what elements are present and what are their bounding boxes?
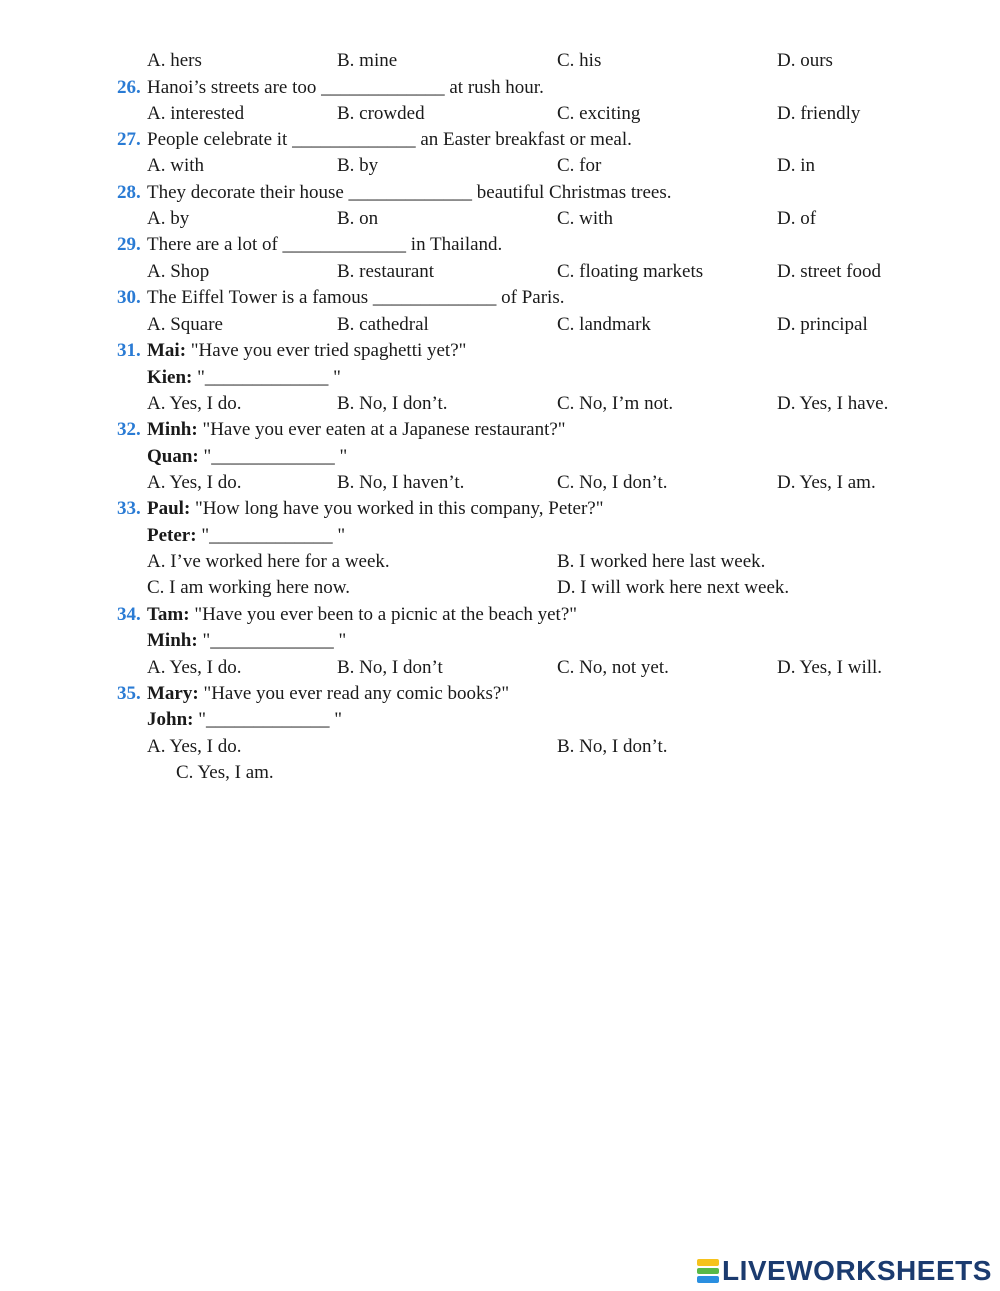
- dialogue-line-2: [147, 367, 341, 389]
- option-b[interactable]: B. mine: [337, 50, 398, 71]
- speaker-name: John:: [147, 709, 194, 730]
- speaker-name: Minh:: [147, 419, 198, 440]
- dialogue-text: "How long have you worked in this company, Peter?": [190, 498, 604, 519]
- option-c[interactable]: C. for: [557, 155, 602, 176]
- answer-blank[interactable]: "_____________ ": [192, 367, 341, 388]
- dialogue-line-2: [147, 630, 346, 652]
- option-d[interactable]: D. Yes, I will.: [777, 657, 883, 678]
- speaker-name: Paul:: [147, 498, 191, 519]
- dialogue-line-2: [147, 709, 342, 731]
- dialogue-line-1: [147, 683, 509, 705]
- speaker-name: Kien:: [147, 367, 193, 388]
- option-c[interactable]: C. No, I don’t.: [557, 472, 668, 493]
- dialogue-text: "Have you ever been to a picnic at the beach yet?": [189, 604, 578, 625]
- option-d[interactable]: D. friendly: [777, 103, 861, 124]
- option-b[interactable]: B. crowded: [337, 103, 425, 124]
- option-b[interactable]: B. by: [337, 155, 379, 176]
- dialogue-text: "Have you ever tried spaghetti yet?": [186, 340, 467, 361]
- option-d[interactable]: D. principal: [777, 314, 868, 335]
- option-b[interactable]: B. on: [337, 208, 379, 229]
- option-c[interactable]: C. with: [557, 208, 613, 229]
- speaker-name: Quan:: [147, 446, 199, 467]
- answer-blank[interactable]: "_____________ ": [196, 525, 346, 546]
- speaker-name: Minh:: [147, 630, 198, 651]
- option-d[interactable]: D. ours: [777, 50, 833, 71]
- logo-worksheets: WORKSHEETS: [786, 1255, 992, 1286]
- option-c[interactable]: C. landmark: [557, 314, 651, 335]
- option-c[interactable]: C. floating markets: [557, 261, 704, 282]
- option-b[interactable]: B. No, I don’t.: [557, 736, 668, 757]
- option-a[interactable]: A. by: [147, 208, 190, 229]
- question-stem: Hanoi’s streets are too _____________ at rush hour.: [147, 77, 544, 98]
- logo-bar: [697, 1268, 719, 1275]
- question-stem: There are a lot of _____________ in Thailand.: [147, 234, 503, 255]
- dialogue-line-1: [147, 498, 603, 520]
- dialogue-line-2: [147, 446, 347, 468]
- option-a[interactable]: A. I’ve worked here for a week.: [147, 551, 390, 572]
- option-a[interactable]: A. Yes, I do.: [147, 657, 242, 678]
- option-a[interactable]: A. interested: [147, 103, 245, 124]
- speaker-name: Mai:: [147, 340, 187, 361]
- option-a[interactable]: A. with: [147, 155, 204, 176]
- dialogue-line-1: [147, 419, 566, 441]
- logo-mark-icon: [697, 1258, 719, 1284]
- logo-bar: [697, 1276, 719, 1283]
- speaker-name: Peter:: [147, 525, 197, 546]
- option-a[interactable]: A. hers: [147, 50, 202, 71]
- option-d[interactable]: D. Yes, I have.: [777, 393, 889, 414]
- speaker-name: Tam:: [147, 604, 190, 625]
- dialogue-text: "Have you ever eaten at a Japanese restaurant?": [197, 419, 566, 440]
- dialogue-line-2: [147, 525, 345, 547]
- option-c[interactable]: C. his: [557, 50, 602, 71]
- question-number: 34.: [117, 604, 141, 625]
- question-number: 31.: [117, 340, 141, 361]
- question-number: 28.: [117, 182, 141, 203]
- question-stem: The Eiffel Tower is a famous _____________ of Paris.: [147, 287, 565, 308]
- option-a[interactable]: A. Yes, I do.: [147, 393, 242, 414]
- dialogue-line-1: [147, 604, 577, 626]
- dialogue-line-1: [147, 340, 466, 362]
- option-c[interactable]: C. No, not yet.: [557, 657, 669, 678]
- option-a[interactable]: A. Yes, I do.: [147, 472, 242, 493]
- answer-blank[interactable]: "_____________ ": [198, 446, 348, 467]
- option-a[interactable]: A. Shop: [147, 261, 210, 282]
- logo-text: [722, 1255, 992, 1287]
- liveworksheets-logo[interactable]: [697, 1256, 992, 1286]
- option-d[interactable]: D. I will work here next week.: [557, 577, 790, 598]
- logo-bar: [697, 1259, 719, 1266]
- option-b[interactable]: B. No, I don’t.: [337, 393, 448, 414]
- option-b[interactable]: B. I worked here last week.: [557, 551, 766, 572]
- option-d[interactable]: D. in: [777, 155, 815, 176]
- option-d[interactable]: D. street food: [777, 261, 881, 282]
- question-number: 29.: [117, 234, 141, 255]
- option-c[interactable]: C. Yes, I am.: [176, 762, 274, 783]
- question-number: 33.: [117, 498, 141, 519]
- option-c[interactable]: C. No, I’m not.: [557, 393, 674, 414]
- option-a[interactable]: A. Square: [147, 314, 223, 335]
- option-c[interactable]: C. I am working here now.: [147, 577, 350, 598]
- question-stem: They decorate their house _____________ beautiful Christmas trees.: [147, 182, 672, 203]
- option-b[interactable]: B. No, I don’t: [337, 657, 443, 678]
- question-number: 30.: [117, 287, 141, 308]
- speaker-name: Mary:: [147, 683, 199, 704]
- option-c[interactable]: C. exciting: [557, 103, 641, 124]
- question-number: 27.: [117, 129, 141, 150]
- question-number: 32.: [117, 419, 141, 440]
- question-number: 35.: [117, 683, 141, 704]
- option-b[interactable]: B. No, I haven’t.: [337, 472, 465, 493]
- option-b[interactable]: B. cathedral: [337, 314, 429, 335]
- option-a[interactable]: A. Yes, I do.: [147, 736, 242, 757]
- logo-live: LIVE: [722, 1255, 787, 1286]
- answer-blank[interactable]: "_____________ ": [197, 630, 347, 651]
- question-stem: People celebrate it _____________ an Easter breakfast or meal.: [147, 129, 632, 150]
- dialogue-text: "Have you ever read any comic books?": [198, 683, 510, 704]
- option-d[interactable]: D. Yes, I am.: [777, 472, 876, 493]
- option-b[interactable]: B. restaurant: [337, 261, 435, 282]
- question-number: 26.: [117, 77, 141, 98]
- option-d[interactable]: D. of: [777, 208, 817, 229]
- answer-blank[interactable]: "_____________ ": [193, 709, 342, 730]
